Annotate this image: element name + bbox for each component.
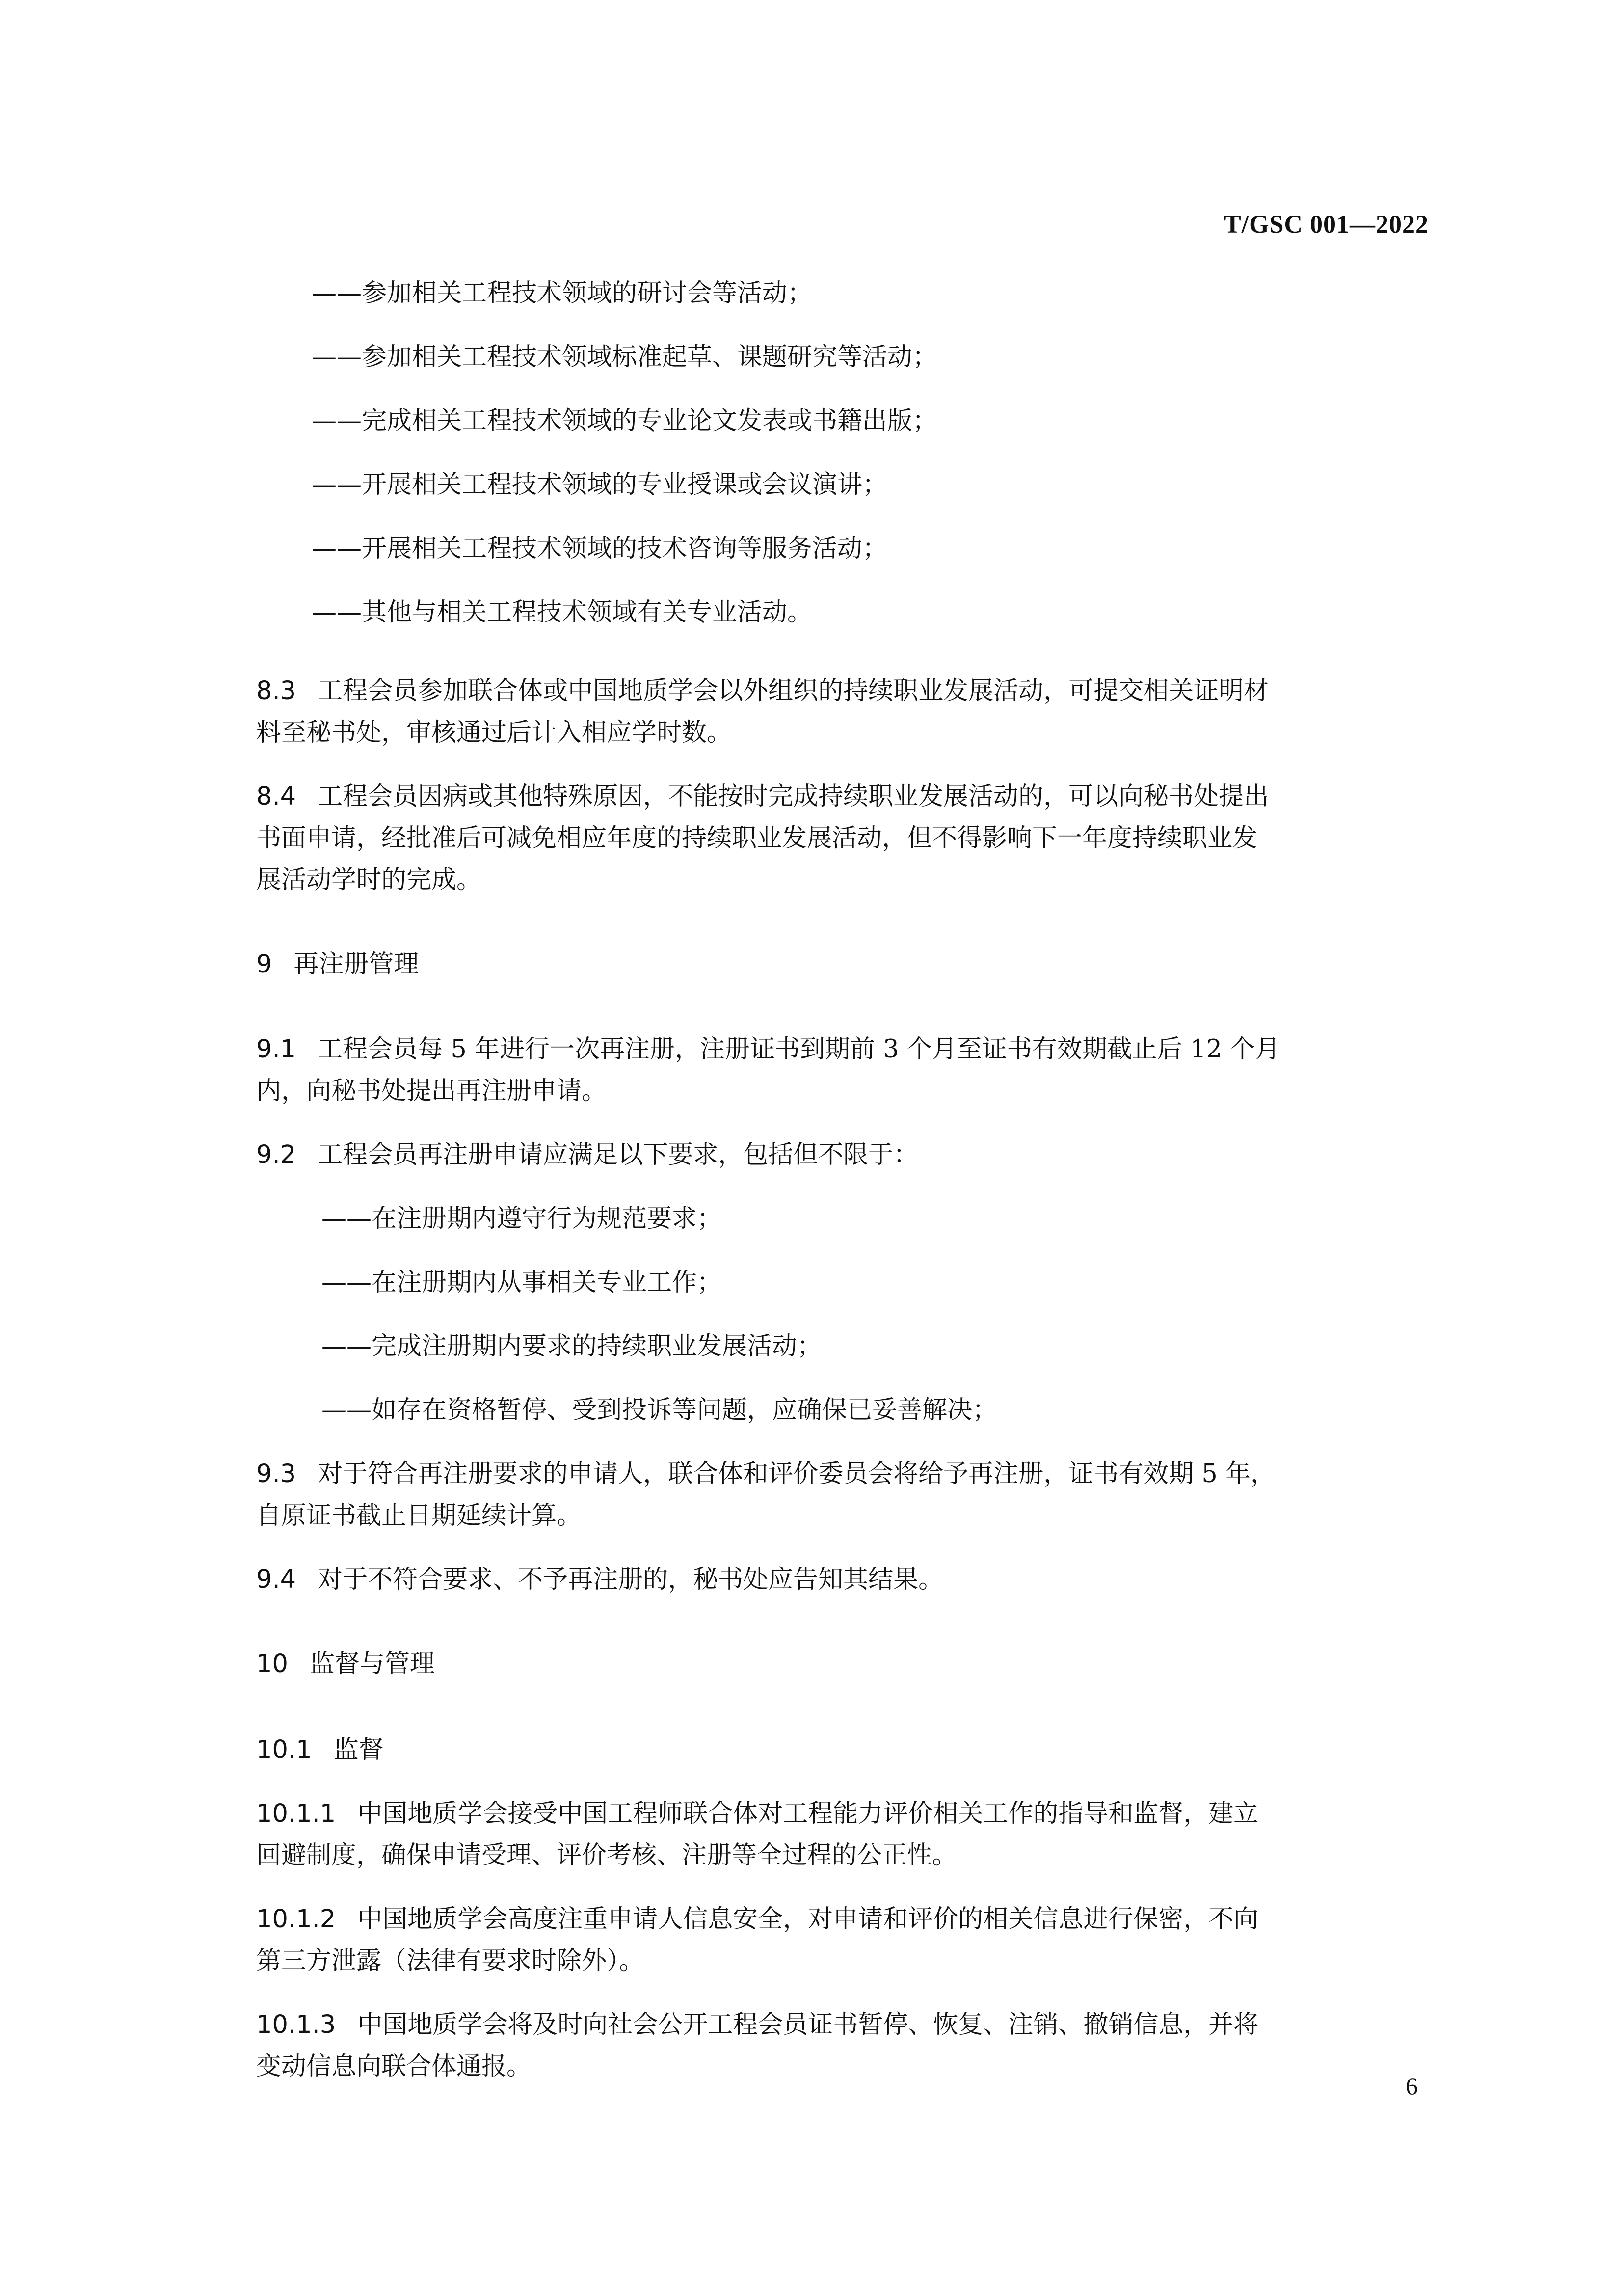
- list-item: ——开展相关工程技术领域的技术咨询等服务活动；: [312, 534, 888, 563]
- clause-text: 对于符合再注册要求的申请人，联合体和评价委员会将给予再注册，证书有效期 5 年，: [318, 1459, 1276, 1488]
- list-item: ——开展相关工程技术领域的专业授课或会议演讲；: [312, 470, 888, 499]
- section-title: 监督与管理: [309, 1649, 435, 1678]
- clause-number: 9.4: [256, 1565, 296, 1594]
- clause-9-3: [256, 1452, 1429, 1496]
- list-item: ——参加相关工程技术领域的研讨会等活动；: [312, 279, 813, 308]
- clause-9-1: [256, 1027, 1429, 1072]
- clause-text: 对于不符合要求、不予再注册的，秘书处应告知其结果。: [318, 1565, 944, 1594]
- clause-number: 9.2: [256, 1140, 296, 1169]
- clause-text: 中国地质学会将及时向社会公开工程会员证书暂停、恢复、注销、撤销信息，并将: [357, 2010, 1259, 2039]
- list-item: ——完成相关工程技术领域的专业论文发表或书籍出版；: [312, 406, 938, 435]
- clause-8-4: [256, 775, 1429, 819]
- clause-number: 8.4: [256, 782, 296, 811]
- clause-text: 中国地质学会接受中国工程师联合体对工程能力评价相关工作的指导和监督，建立: [357, 1799, 1259, 1828]
- list-item: ——其他与相关工程技术领域有关专业活动。: [312, 598, 813, 627]
- clause-8-3-continuation: 料至秘书处，审核通过后计入相应学时数。: [256, 718, 732, 747]
- clause-number: 10.1.1: [256, 1799, 336, 1828]
- list-item: ——完成注册期内要求的持续职业发展活动；: [321, 1332, 823, 1361]
- section-heading-9: [256, 943, 1429, 987]
- clause-9-2: [256, 1133, 1429, 1177]
- list-item: ——参加相关工程技术领域标准起草、课题研究等活动；: [312, 343, 938, 372]
- clause-9-4: [256, 1558, 1429, 1602]
- clause-8-3: [256, 669, 1429, 713]
- section-number: 10.1: [256, 1735, 312, 1764]
- clause-10-1-3: [256, 2003, 1429, 2047]
- page-number: 6: [1406, 2072, 1418, 2100]
- section-number: 10: [256, 1649, 288, 1678]
- section-title: 监督: [333, 1735, 384, 1764]
- clause-10-1-1-continuation: 回避制度，确保申请受理、评价考核、注册等全过程的公正性。: [256, 1841, 958, 1870]
- list-item: ——如存在资格暂停、受到投诉等问题，应确保已妥善解决；: [321, 1396, 998, 1425]
- clause-text: 中国地质学会高度注重申请人信息安全，对申请和评价的相关信息进行保密，不向: [357, 1905, 1259, 1934]
- clause-text: 工程会员每 5 年进行一次再注册，注册证书到期前 3 个月至证书有效期截止后 12 个月: [318, 1035, 1280, 1064]
- clause-text: 工程会员因病或其他特殊原因，不能按时完成持续职业发展活动的，可以向秘书处提出: [318, 782, 1269, 811]
- clause-10-1-2: [256, 1897, 1429, 1942]
- clause-10-1-1: [256, 1792, 1429, 1836]
- list-item: ——在注册期内从事相关专业工作；: [321, 1268, 722, 1297]
- clause-9-3-continuation: 自原证书截止日期延续计算。: [256, 1501, 582, 1530]
- section-heading-10: [256, 1642, 1429, 1686]
- list-item: ——在注册期内遵守行为规范要求；: [321, 1204, 722, 1233]
- clause-8-4-continuation: 书面申请，经批准后可减免相应年度的持续职业发展活动，但不得影响下一年度持续职业发: [256, 824, 1258, 853]
- clause-8-4-continuation: 展活动学时的完成。: [256, 865, 482, 894]
- clause-9-1-continuation: 内，向秘书处提出再注册申请。: [256, 1077, 607, 1106]
- clause-number: 8.3: [256, 676, 296, 705]
- clause-10-1-3-continuation: 变动信息向联合体通报。: [256, 2052, 532, 2081]
- clause-10-1-2-continuation: 第三方泄露（法律有要求时除外）。: [256, 1946, 644, 1975]
- section-number: 9: [256, 950, 272, 979]
- clause-text: 工程会员参加联合体或中国地质学会以外组织的持续职业发展活动，可提交相关证明材: [318, 676, 1269, 705]
- clause-number: 10.1.2: [256, 1905, 336, 1934]
- clause-number: 9.3: [256, 1459, 296, 1488]
- clause-number: 9.1: [256, 1035, 296, 1064]
- document-code: T/GSC 001—2022: [1224, 211, 1429, 239]
- clause-text: 工程会员再注册申请应满足以下要求，包括但不限于：: [318, 1140, 919, 1169]
- clause-number: 10.1.3: [256, 2010, 336, 2039]
- subsection-heading-10-1: [256, 1728, 1429, 1772]
- section-title: 再注册管理: [293, 950, 419, 979]
